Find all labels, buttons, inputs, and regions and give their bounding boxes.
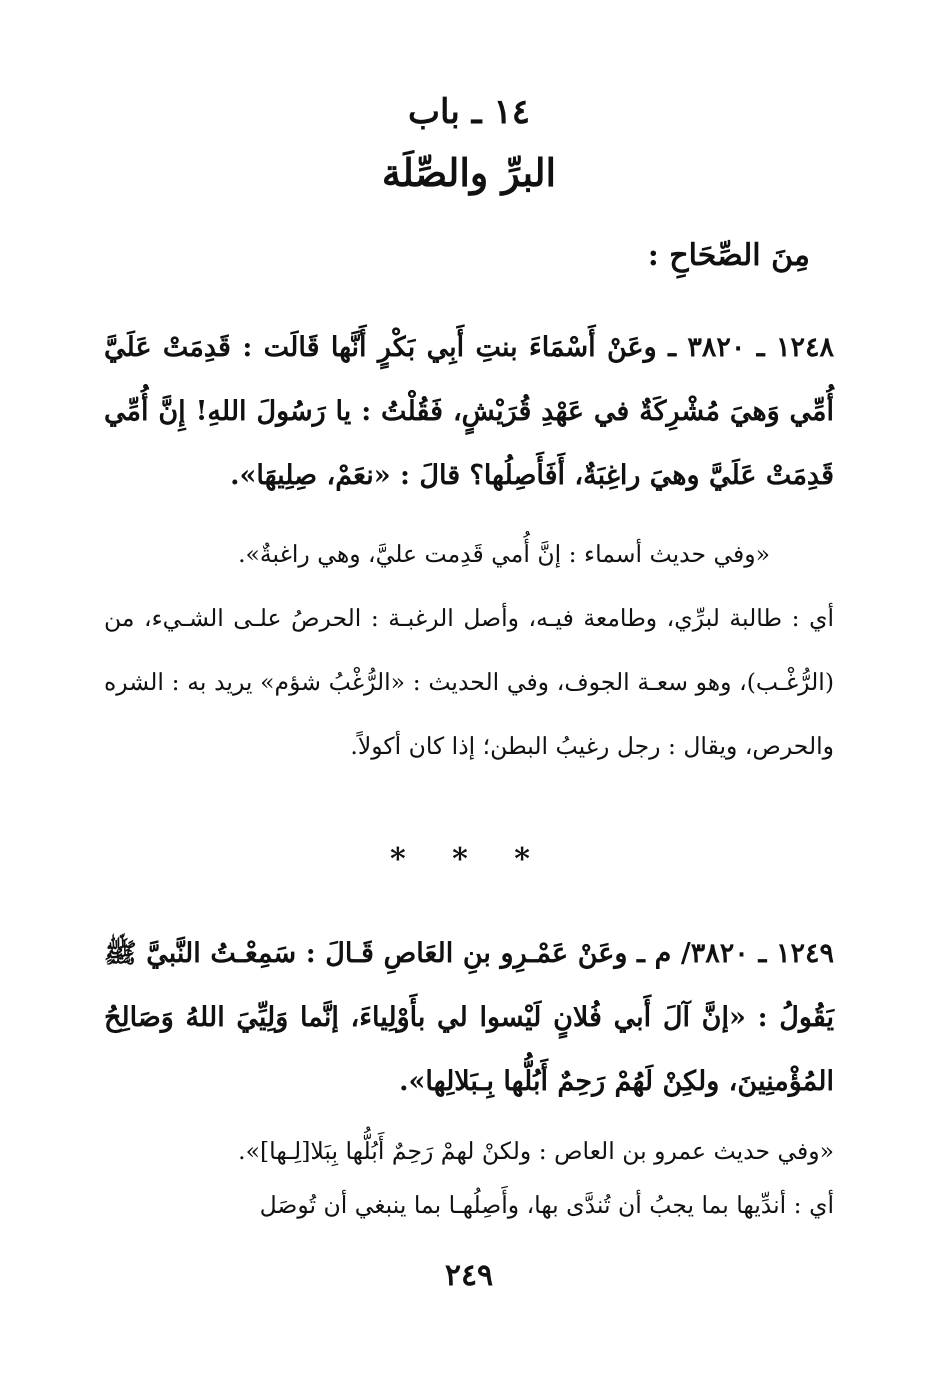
chapter-heading: ١٤ ـ باب	[408, 92, 530, 132]
hadith-1248	[104, 316, 834, 508]
page-number: ٢٤٩	[444, 1258, 494, 1293]
section-separator: * * *	[390, 842, 548, 877]
commentary-1249	[104, 1124, 834, 1232]
section-label: مِنَ الصِّحَاحِ :	[647, 238, 810, 273]
chapter-title: البرِّ والصِّلَة	[381, 150, 557, 195]
hadith-1249-text: ١٢٤٩ ـ ٣٨٢٠/ م ـ وعَنْ عَمْـرِو بنِ العَاصِ قَـالَ : سَمِعْـتُ النَّبيَّ ﷺ يَقُولُ : «إنَّ آلَ أَبي فُلانٍ لَيْسوا لي بأَوْلِياءَ، إنَّما وَلِيِّيَ اللهُ وَصَالِحُ المُؤْمنِينَ، ولكِنْ لَهُمْ رَحِمٌ أَبُلُّها بِـبَلالِها».	[104, 938, 834, 1097]
commentary-1249-quote: «وفي حديث عمرو بن العاص : ولكنْ لهمْ رَحِمٌ أَبُلُّها بِبَلا[لِـها]».	[238, 1137, 834, 1165]
commentary-1249-body: أي : أندِّيها بما يجبُ أن تُندَّى بها، وأَصِلُهـا بما ينبغي أن تُوصَل	[259, 1191, 834, 1219]
commentary-1248-quote: «وفي حديث أسماء : إنَّ أُمي قَدِمت عليَّ، وهي راغبةٌ».	[238, 540, 770, 568]
hadith-1248-text: ١٢٤٨ ـ ٣٨٢٠ ـ وعَنْ أَسْمَاءَ بنتِ أَبِي بَكْرٍ أَنَّها قَالَت : قَدِمَتْ عَلَيَّ أُمِّي وَهيَ مُشْرِكَةٌ في عَهْدِ قُرَيْشٍ، فَقُلْتُ : يا رَسُولَ اللهِ! إِنَّ أُمِّي قَدِمَتْ عَلَيَّ وهيَ راغِبَةٌ، أَفَأَصِلُها؟ قالَ : «نعَمْ، صِلِيهَا».	[104, 332, 834, 491]
hadith-1249	[104, 922, 834, 1114]
commentary-1248	[104, 522, 834, 778]
commentary-1248-body: أي : طالبة لبرِّي، وطامعة فيـه، وأصل الرغبـة : الحرصُ علـى الشـيء، من (الرُّغْـب)، وهو سعـة الجوف، وفي الحديث : «الرُّغْبُ شؤم» يريد به : الشره والحرص، ويقال : رجل رغيبُ البطن؛ إذا كان أكولاً.	[104, 604, 834, 760]
